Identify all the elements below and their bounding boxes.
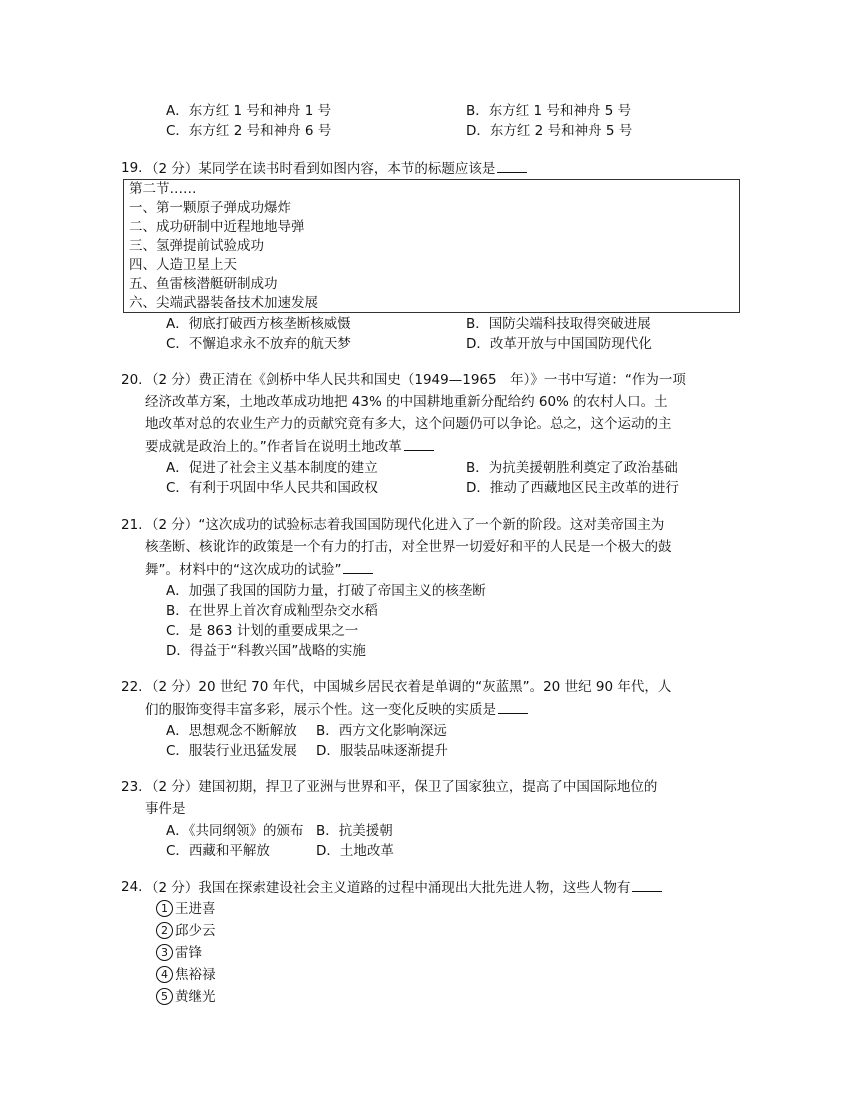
q21-option-c: C．是 863 计划的重要成果之一 [166,623,359,639]
q19-excerpt-box [123,179,740,313]
q21-option-d: D．得益于“科教兴国”战略的实施 [166,643,366,659]
q21-option-b: B．在世界上首次育成籼型杂交水稻 [166,603,378,619]
answer-blank [404,436,434,451]
answer-blank [498,699,528,714]
circled-number-icon: 4 [156,966,173,983]
q23-line: （2 分）建国初期，捍卫了亚洲与世界和平，保卫了国家独立，提高了中国国际地位的 [145,779,658,795]
q24-number: 24. [121,879,143,895]
q21-line-last [145,559,373,580]
q21-line: （2 分）“这次成功的试验标志着我国国防现代化进入了一个新的阶段。这对美帝国主为 [145,517,665,533]
q19-stem [145,158,527,179]
q22-option-a: A．思想观念不断解放 [166,723,297,739]
q24-item-name: 邱少云 [175,923,216,939]
q19-option-a: A．彻底打破西方核垄断核威慑 [166,316,351,332]
excerpt-line: 六、尖端武器装备技术加速发展 [129,295,318,311]
circled-number-icon: 5 [156,988,173,1005]
circled-number-icon: 1 [156,900,173,917]
circled-number-icon: 2 [156,922,173,939]
q18-option-c: C．东方红 2 号和神舟 6 号 [166,123,332,139]
q22-option-d: D．服装品味逐渐提升 [316,743,448,759]
q20-line-last [145,436,434,457]
q20-number: 20. [121,372,143,388]
excerpt-line: 一、第一颗原子弹成功爆炸 [129,200,291,216]
answer-blank [343,559,373,574]
excerpt-line: 二、成功研制中近程地地导弹 [129,219,305,235]
q22-line-last [145,699,528,720]
q20-option-c: C．有利于巩固中华人民共和国政权 [166,480,378,496]
q23-option-c: C．西藏和平解放 [166,843,270,859]
q23-option-b: B．抗美援朝 [316,823,393,839]
q20-line-text: 要成就是政治上的。”作者旨在说明土地改革 [145,439,402,455]
q22-option-c: C．服装行业迅猛发展 [166,743,297,759]
q21-line-text: 舞”。材料中的“这次成功的试验” [145,562,342,578]
q20-option-d: D．推动了西藏地区民主改革的进行 [466,480,679,496]
q24-item [156,899,216,919]
q24-stem-text: （2 分）我国在探索建设社会主义道路的过程中涌现出大批先进人物，这些人物有 [145,880,631,896]
q24-item-name: 王进喜 [175,901,216,917]
q23-option-a: A．《共同纲领》的颁布 [166,823,304,839]
answer-blank [632,877,662,892]
q24-item-name: 雷锋 [175,945,202,961]
q24-stem [145,877,662,898]
q22-number: 22. [121,679,143,695]
circled-number-icon: 3 [156,944,173,961]
q24-item [156,943,202,963]
q24-item [156,987,216,1007]
excerpt-line: 五、鱼雷核潜艇研制成功 [129,276,278,292]
q19-option-b: B．国防尖端科技取得突破进展 [466,316,651,332]
q20-option-b: B．为抗美援朝胜利奠定了政治基础 [466,460,678,476]
q18-option-a: A．东方红 1 号和神舟 1 号 [166,103,332,119]
q18-option-b: B．东方红 1 号和神舟 5 号 [466,103,632,119]
q21-option-a: A．加强了我国的国防力量，打破了帝国主义的核垄断 [166,583,486,599]
excerpt-line: 四、人造卫星上天 [129,257,237,273]
q20-line: （2 分）费正清在《剑桥中华人民共和国史（1949—1965 年）》一书中写道：“作为一项 [145,372,686,388]
q24-item [156,965,216,985]
q19-number: 19. [121,160,143,176]
q22-line-text: 们的服饰变得丰富多彩，展示个性。这一变化反映的实质是 [145,702,496,718]
q23-option-d: D．土地改革 [316,843,394,859]
q23-number: 23. [121,779,143,795]
q20-option-a: A．促进了社会主义基本制度的建立 [166,460,378,476]
q22-line: （2 分）20 世纪 70 年代，中国城乡居民衣着是单调的“灰蓝黑”。20 世纪 90 年代，人 [145,679,672,695]
excerpt-line: 三、氢弹提前试验成功 [129,238,264,254]
q20-line: 地改革对总的农业生产力的贡献究竟有多大，这个问题仍可以争论。总之，这个运动的主 [145,416,672,432]
q24-item-name: 焦裕禄 [175,967,216,983]
q19-stem-text: （2 分）某同学在读书时看到如图内容，本节的标题应该是 [145,161,496,177]
q18-option-d: D．东方红 2 号和神舟 5 号 [466,123,633,139]
q19-option-c: C．不懈追求永不放弃的航天梦 [166,336,351,352]
q22-option-b: B．西方文化影响深远 [316,723,447,739]
q20-line: 经济改革方案，土地改革成功地把 43% 的中国耕地重新分配给约 60% 的农村人口。土 [145,394,668,410]
q24-item [156,921,216,941]
q21-number: 21. [121,517,143,533]
q19-option-d: D．改革开放与中国国防现代化 [466,336,652,352]
q24-item-name: 黄继光 [175,989,216,1005]
answer-blank [497,158,527,173]
q21-line: 核垄断、核讹诈的政策是一个有力的打击，对全世界一切爱好和平的人民是一个极大的鼓 [145,539,672,555]
excerpt-line: 第二节…… [129,181,197,197]
q23-line: 事件是 [145,801,186,817]
